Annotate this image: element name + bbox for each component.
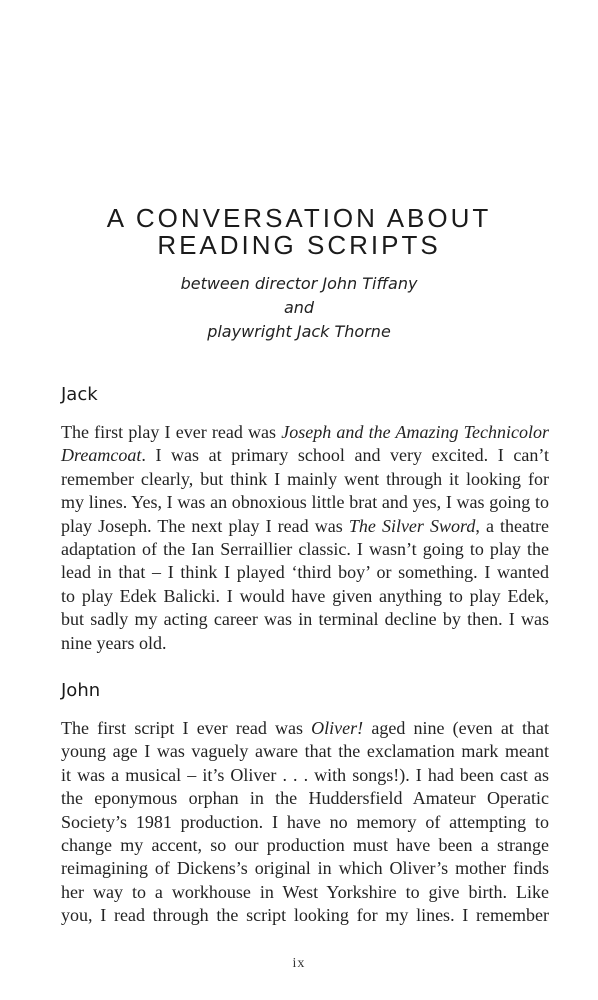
text-line: lead in that – I think I played ‘third boy’ or something. I wanted	[61, 562, 549, 583]
subtitle-line-1: between director John Tiffany	[180, 274, 418, 293]
speaker-heading-jack: Jack	[61, 384, 98, 405]
chapter-title-line-1: A CONVERSATION ABOUT	[106, 203, 492, 233]
text-line: you, I read through the script looking for my lines. I remember	[61, 905, 549, 926]
text-line: remember clearly, but think I mainly went through it looking for	[61, 468, 549, 489]
subtitle-line-2: and	[283, 298, 315, 317]
speaker-heading-john: John	[61, 680, 101, 701]
text-line: the eponymous orphan in the Huddersfield Amateur Operatic	[61, 788, 549, 809]
text-line: her way to a workhouse in West Yorkshire to give birth. Like	[61, 881, 549, 902]
text-line: to play Edek Balicki. I would have given anything to play Edek,	[61, 585, 549, 606]
text-line: my lines. Yes, I was an obnoxious little brat and yes, I was going to	[61, 492, 549, 513]
page-number: ix	[292, 956, 306, 971]
chapter-subtitle	[0, 272, 598, 344]
chapter-title-line-2: READING SCRIPTS	[157, 230, 441, 260]
text-line: reimagining of Dickens’s original in which Oliver’s mother finds	[61, 858, 549, 879]
text-line: Society’s 1981 production. I have no memory of attempting to	[61, 811, 549, 832]
chapter-title	[0, 205, 598, 259]
text-line: Dreamcoat. I was at primary school and very excited. I can’t	[61, 445, 549, 466]
text-line: The first play I ever read was Joseph and the Amazing Technicolor	[61, 422, 549, 442]
text-line: young age I was vaguely aware that the exclamation mark meant	[61, 741, 549, 762]
text-line: it was a musical – it’s Oliver . . . with songs!). I had been cast as	[61, 764, 549, 785]
text-line: The first script I ever read was Oliver! aged nine (even at that	[61, 718, 549, 738]
text-line: nine years old.	[61, 632, 167, 653]
paragraph-jack	[61, 421, 549, 655]
text-line: change my accent, so our production must have been a strange	[61, 834, 549, 855]
text-line: play Joseph. The next play I read was The Silver Sword, a theatre	[61, 515, 549, 536]
text-line: adaptation of the Ian Serraillier classic. I wasn’t going to play the	[61, 538, 549, 559]
paragraph-john	[61, 717, 549, 928]
subtitle-line-3: playwright Jack Thorne	[207, 322, 391, 341]
text-line: but sadly my acting career was in terminal decline by then. I was	[61, 609, 549, 630]
